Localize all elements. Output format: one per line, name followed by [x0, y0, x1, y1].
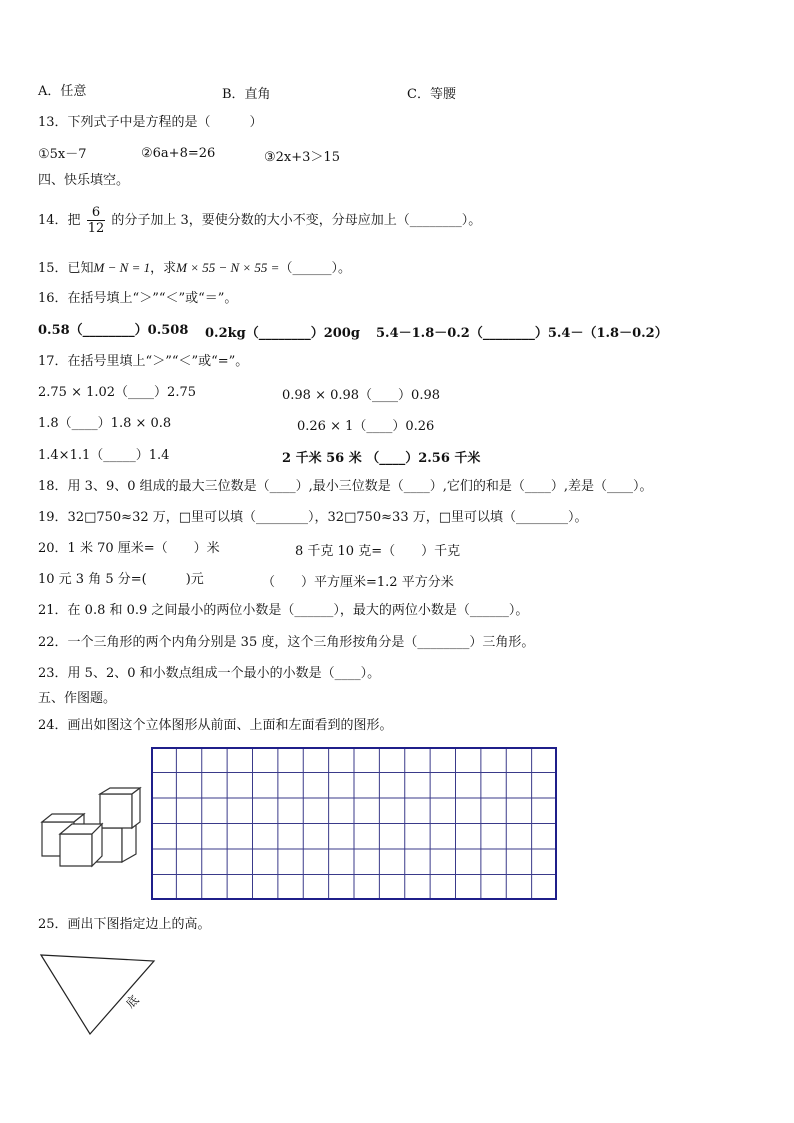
q12-options: [38, 83, 86, 101]
option-b: B．直角: [222, 87, 271, 102]
question-18: 18．用 3、9、0 组成的最大三位数是（____）,最小三位数是（____）,它们的和是（____）,差是（____）。: [38, 479, 653, 494]
q15-math-expression: M × 55 − N × 55 =: [176, 260, 280, 275]
q13-option-2: ②6a+8=26: [141, 146, 216, 161]
cube-stack-figure: [38, 786, 143, 866]
question-19: 19．32□750≈32 万，□里可以填（________），32□750≈33 万，□里可以填（________）。: [38, 510, 588, 525]
drawing-grid[interactable]: [151, 747, 557, 900]
q14-prefix: 14．把: [38, 213, 81, 228]
q17-row3-a: 1.4×1.1（_____）1.4: [38, 448, 170, 463]
q13-option-3: ③2x+3＞15: [264, 150, 340, 165]
section-5-heading: 五、作图题。: [38, 691, 117, 706]
cube-front-face: [60, 834, 92, 866]
fraction-numerator: 6: [87, 205, 106, 221]
q15-math-condition: M − N = 1: [93, 260, 151, 275]
section-4-heading: 四、快乐填空。: [38, 173, 130, 188]
question-21: 21．在 0.8 和 0.9 之间最小的两位小数是（______），最大的两位小数是（______）。: [38, 603, 529, 618]
option-c: C．等腰: [407, 87, 456, 102]
question-16-stem: 16．在括号填上“＞”“＜”或“＝”。: [38, 291, 238, 306]
question-23: 23．用 5、2、0 和小数点组成一个最小的小数是（____）。: [38, 666, 381, 681]
q17-row2-b: 0.26 × 1（____）0.26: [297, 419, 435, 434]
question-17-stem: 17．在括号里填上“＞”“＜”或“=”。: [38, 354, 249, 369]
q17-row1-b: 0.98 × 0.98（____）0.98: [282, 388, 440, 403]
q17-row3-b: 2 千米 56 米 （____）2.56 千米: [282, 451, 481, 466]
q14-suffix: 的分子加上 3，要使分数的大小不变，分母应加上（________）。: [111, 213, 482, 228]
question-22: 22．一个三角形的两个内角分别是 35 度，这个三角形按角分是（________）三角形。: [38, 635, 535, 650]
question-24: 24．画出如图这个立体图形从前面、上面和左面看到的图形。: [38, 718, 393, 733]
q15-prefix: 15．已知: [38, 261, 94, 276]
q20-part-d: （ ）平方厘米=1.2 平方分米: [262, 575, 454, 590]
question-15: [38, 259, 351, 278]
triangle-figure: [40, 953, 160, 1037]
q16-item-b: 0.2kg（________）200g: [205, 326, 360, 341]
q20-part-a: 20．1 米 70 厘米=（ ）米: [38, 541, 220, 556]
q17-row1-a: 2.75 × 1.02（____）2.75: [38, 385, 196, 400]
base-side-label: 底: [123, 992, 142, 1012]
fraction-denominator: 12: [87, 221, 105, 236]
cube-right-upper-side: [132, 788, 140, 828]
q20-part-c: 10 元 3 角 5 分=( )元: [38, 572, 204, 587]
q15-mid: ，求: [150, 261, 177, 276]
q20-part-b: 8 千克 10 克=（ ）千克: [295, 544, 461, 559]
cube-right-upper-front: [100, 794, 132, 828]
option-a: A．任意: [38, 84, 87, 99]
q17-row2-a: 1.8（____）1.8 × 0.8: [38, 416, 172, 431]
q16-item-a: 0.58（________）0.508: [38, 323, 189, 338]
triangle-shape: [41, 955, 154, 1034]
question-25: 25．画出下图指定边上的高。: [38, 917, 211, 932]
question-14: [38, 204, 481, 238]
fraction-6-12: [87, 205, 106, 236]
question-13-stem: 13．下列式子中是方程的是（ ）: [38, 115, 263, 130]
q15-suffix: （______）。: [279, 261, 351, 276]
q13-option-1: ①5x－7: [38, 147, 87, 162]
q16-item-c: 5.4－1.8－0.2（________）5.4－（1.8－0.2）: [376, 326, 668, 341]
